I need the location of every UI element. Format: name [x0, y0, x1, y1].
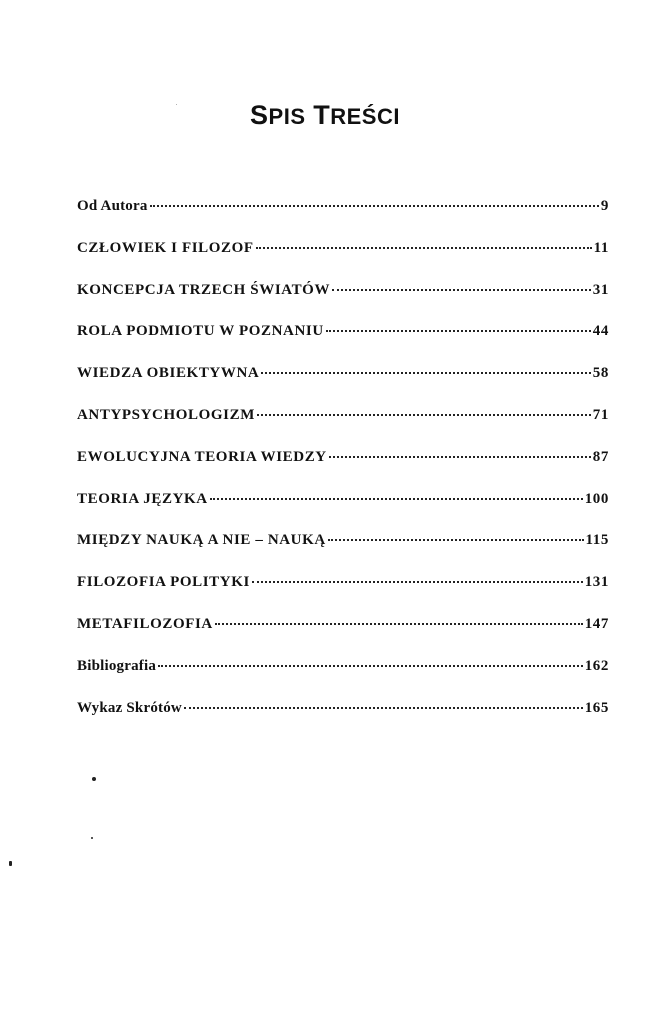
toc-entry-title: METAFILOZOFIA — [77, 615, 213, 632]
toc-entry-title: MIĘDZY NAUKĄ A NIE – NAUKĄ — [77, 532, 326, 549]
toc-entry[interactable] — [77, 700, 609, 742]
toc-entry[interactable] — [77, 240, 609, 282]
title-initial-t: T — [313, 100, 331, 130]
toc-entry[interactable] — [77, 616, 609, 658]
dot-leader — [257, 414, 591, 416]
toc-entry-title: ROLA PODMIOTU W POZNANIU — [77, 323, 324, 340]
scan-speck — [91, 837, 93, 839]
toc-entry-page: 100 — [584, 490, 609, 507]
toc-entry[interactable] — [77, 282, 609, 324]
toc-entry[interactable] — [77, 365, 609, 407]
toc-entry[interactable] — [77, 323, 609, 365]
dot-leader — [328, 539, 584, 541]
dot-leader — [252, 581, 583, 583]
dot-leader — [215, 623, 583, 625]
toc-entry-title: TEORIA JĘZYKA — [77, 490, 208, 507]
page-title — [0, 100, 650, 131]
toc-entry-title: Od Autora — [77, 198, 148, 214]
toc-entry-page: 131 — [584, 574, 609, 591]
toc-entry-page: 87 — [592, 448, 609, 465]
dot-leader — [326, 330, 591, 332]
scan-speck — [92, 777, 96, 781]
toc-entry[interactable] — [77, 449, 609, 491]
dot-leader — [256, 247, 592, 249]
toc-entry-title: FILOZOFIA POLITYKI — [77, 574, 250, 591]
toc-entry-title: WIEDZA OBIEKTYWNA — [77, 365, 260, 382]
toc-entry-title: Bibliografia — [77, 657, 157, 674]
title-word2-rest: REŚCI — [330, 104, 400, 129]
toc-entry[interactable] — [77, 407, 609, 449]
scan-speck — [176, 104, 177, 105]
title-initial-s: S — [250, 100, 269, 130]
toc-entry-page: 115 — [585, 532, 609, 549]
toc-entry[interactable] — [77, 532, 609, 574]
toc-entry[interactable] — [77, 491, 609, 533]
toc-entry-page: 147 — [584, 615, 609, 632]
scan-speck — [9, 861, 12, 866]
title-word1-rest: PIS — [268, 104, 306, 129]
dot-leader — [210, 498, 583, 500]
toc-entry-title: CZŁOWIEK I FILOZOF — [77, 239, 254, 256]
toc-entry[interactable] — [77, 658, 609, 700]
toc-entry-page: 31 — [592, 281, 609, 298]
dot-leader — [158, 665, 583, 667]
dot-leader — [150, 205, 599, 207]
toc-entry[interactable] — [77, 198, 609, 240]
dot-leader — [329, 456, 591, 458]
dot-leader — [184, 707, 583, 709]
toc-entry-title: EWOLUCYJNA TEORIA WIEDZY — [77, 448, 327, 465]
toc-entry-page: 58 — [592, 365, 609, 382]
toc-entry-page: 162 — [584, 657, 609, 674]
toc-entry-page: 44 — [592, 323, 609, 340]
dot-leader — [332, 289, 591, 291]
dot-leader — [261, 372, 590, 374]
toc-entry-page: 11 — [593, 239, 609, 256]
toc-entry-page: 71 — [592, 406, 609, 423]
toc-entry-title: Wykaz Skrótów — [77, 699, 182, 716]
toc-entry-page: 165 — [584, 699, 609, 716]
table-of-contents — [77, 198, 609, 741]
toc-entry-title: ANTYPSYCHOLOGIZM — [77, 406, 255, 423]
toc-entry-page: 9 — [600, 198, 609, 214]
toc-entry[interactable] — [77, 574, 609, 616]
toc-entry-title: KONCEPCJA TRZECH ŚWIATÓW — [77, 281, 331, 298]
